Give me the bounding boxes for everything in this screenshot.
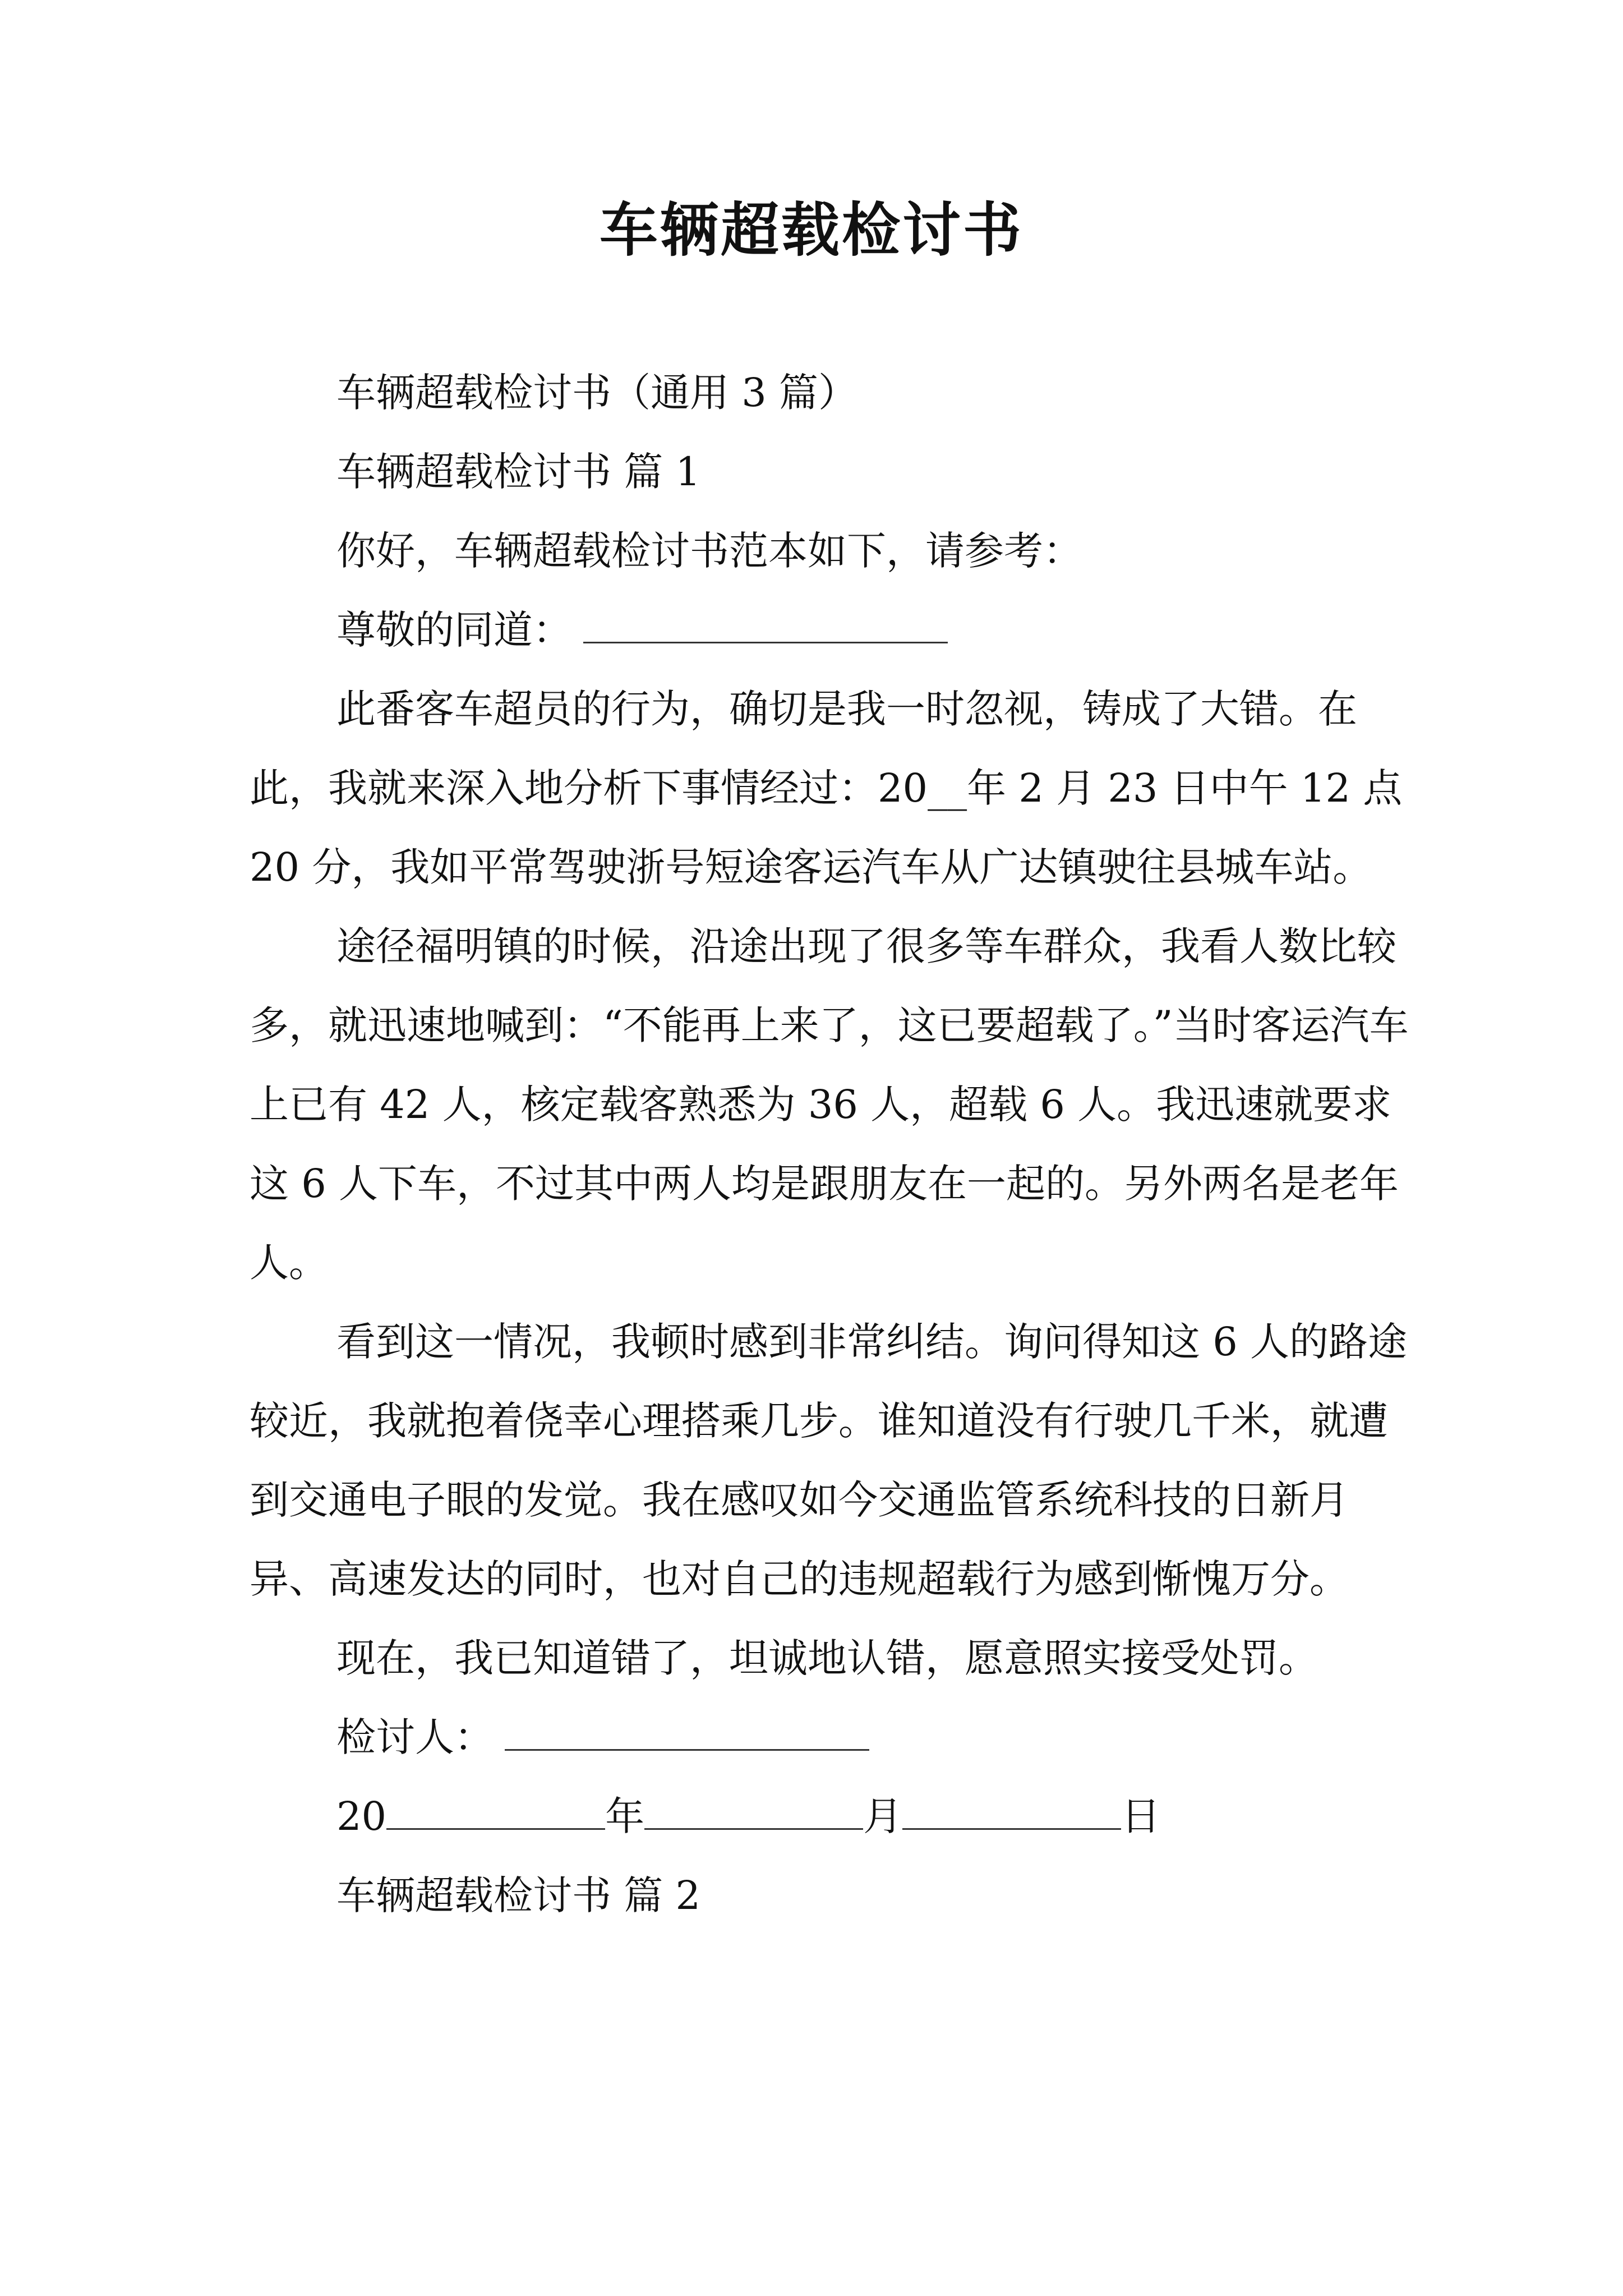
paragraph-3: 看到这一情况，我顿时感到非常纠结。询问得知这 6 人的路途较近，我就抱着侥幸心理搭乘几步。谁知道没有行驶几千米，就遭到交通电子眼的发觉。我在感叹如今交通监管系统科技的日新月异、高速发达的同时，也对自己的违规超载行为感到惭愧万分。 [250, 1319, 1408, 1602]
paragraph-1: 此番客车超员的行为，确切是我一时忽视，铸成了大错。在此，我就来深入地分析下事情经过：20__年 2 月 23 日中午 12 点 20 分，我如平常驾驶浙号短途客运汽车从广达镇驶往县城车站。 [250, 686, 1403, 890]
article-1-heading: 车辆超载检讨书 篇 1 [336, 449, 701, 495]
document-body [250, 353, 1424, 1935]
document-title: 车辆超载检讨书 [599, 195, 1023, 264]
signer-label: 检讨人： [336, 1714, 494, 1760]
month-blank [644, 1789, 863, 1830]
signer-blank [505, 1710, 869, 1751]
greeting-line: 你好，车辆超载检讨书范本如下，请参考： [336, 528, 1082, 574]
year-blank [386, 1789, 605, 1830]
date-prefix: 20 [336, 1793, 387, 1839]
article-2-heading: 车辆超载检讨书 篇 2 [336, 1872, 701, 1918]
date-year-label: 年 [605, 1793, 645, 1839]
paragraph-4: 现在，我已知道错了，坦诚地认错，愿意照实接受处罚。 [336, 1635, 1318, 1681]
signer-line [250, 1698, 1424, 1777]
paragraph-2: 途径福明镇的时候，沿途出现了很多等车群众，我看人数比较多，就迅速地喊到：“不能再上来了，这已要超载了。”当时客运汽车上已有 42 人，核定载客熟悉为 36 人，超载 6 人。我迅速就要求这 6 人下车，不过其中两人均是跟朋友在一起的。另外两名是老年人。 [250, 923, 1409, 1286]
date-day-label: 日 [1121, 1793, 1161, 1839]
salutation-label: 尊敬的同道： [336, 607, 572, 653]
document-subtitle: 车辆超载检讨书（通用 3 篇） [336, 370, 858, 416]
salutation-line [250, 591, 1424, 670]
recipient-blank [583, 602, 948, 643]
date-line [250, 1777, 1424, 1856]
date-month-label: 月 [863, 1793, 903, 1839]
day-blank [902, 1789, 1121, 1830]
